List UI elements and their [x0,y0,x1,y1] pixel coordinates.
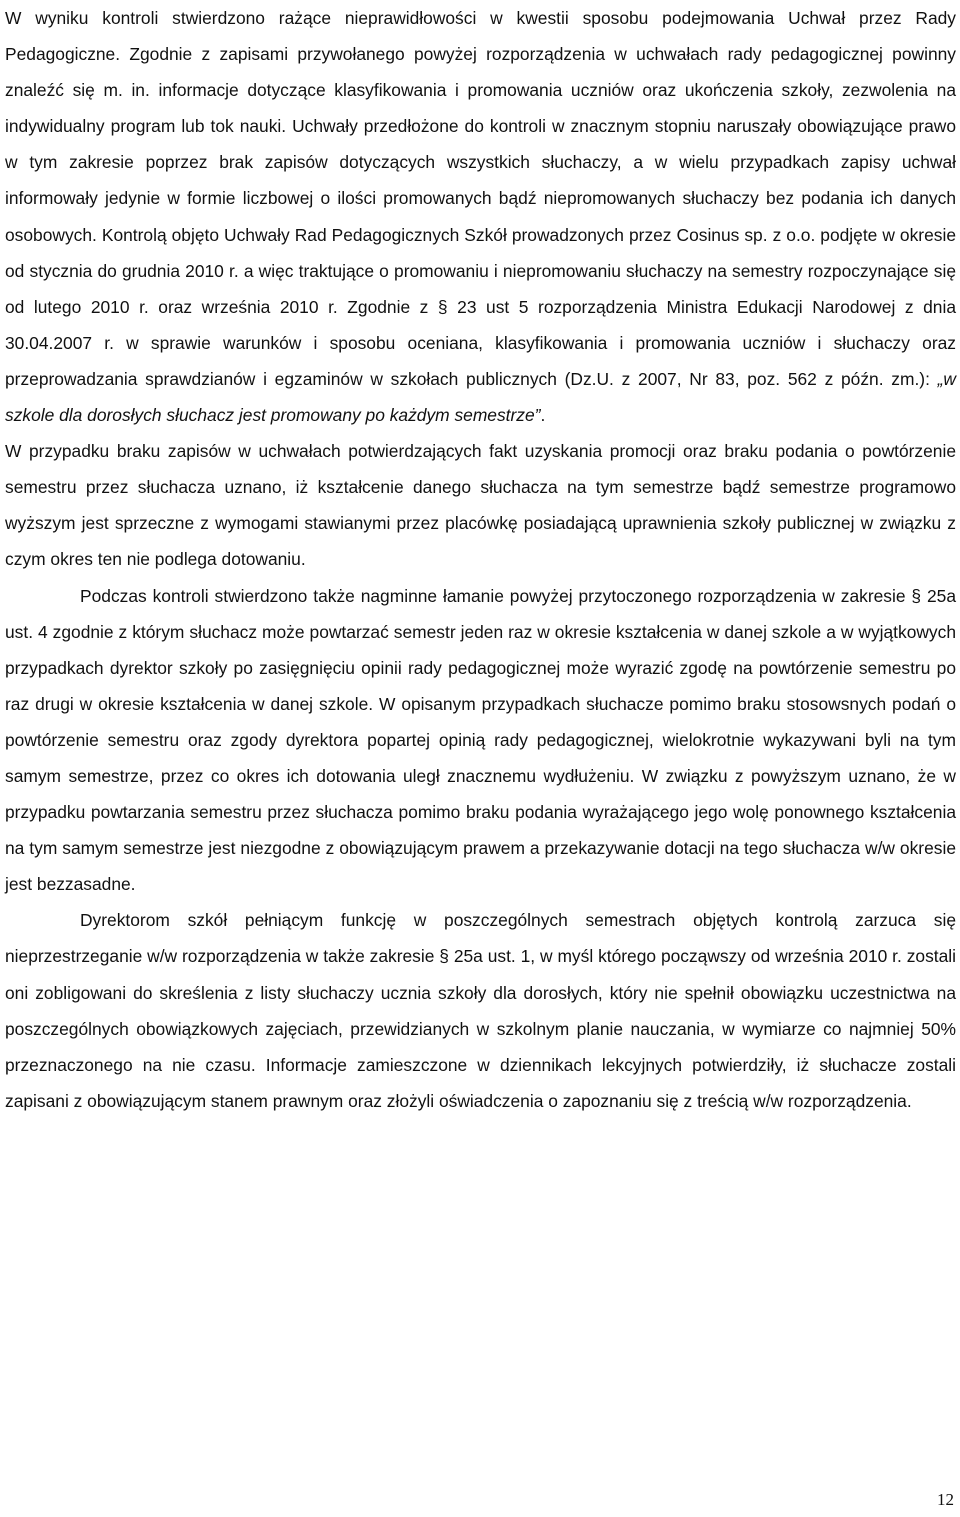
paragraph-1-text: W wyniku kontroli stwierdzono rażące nieprawidłowości w kwestii sposobu podejmowania Uchwał przez Rady Pedagogiczne. Zgodnie z zapisami przywołanego powyżej rozporządzenia w uchwałach rady pedagogicznej powinny znaleźć się m. in. informacje dotyczące klasyfikowania i promowania uczniów oraz ukończenia szkoły, zezwolenia na indywidualny program lub tok nauki. Uchwały przedłożone do kontroli w znacznym stopniu naruszały obowiązujące prawo w tym zakresie poprzez brak zapisów dotyczących wszystkich słuchaczy, a w wielu przypadkach zapisy uchwał informowały jedynie w formie liczbowej o ilości promowanych bądź niepromowanych słuchaczy bez podania ich danych osobowych. Kontrolą objęto Uchwały Rad Pedagogicznych Szkół prowadzonych przez Cosinus sp. z o.o. podjęte w okresie od stycznia do grudnia 2010 r. a więc traktujące o promowaniu i niepromowaniu słuchaczy na semestry rozpoczynające się od lutego 2010 r. oraz września 2010 r. Zgodnie z § 23 ust 5 rozporządzenia Ministra Edukacji Narodowej z dnia 30.04.2007 r. w sprawie warunków i sposobu oceniana, klasyfikowania i promowania uczniów i słuchaczy oraz przeprowadzania sprawdzianów i egzaminów w szkołach publicznych (Dz.U. z 2007, Nr 83, poz. 562 z późn. zm.): [5,8,956,389]
paragraph-2: W przypadku braku zapisów w uchwałach potwierdzających fakt uzyskania promocji oraz braku podania o powtórzenie semestru przez słuchacza uznano, iż kształcenie danego słuchacza na tym semestrze bądź semestrze programowo wyższym jest sprzeczne z wymogami stawianymi przez placówkę posiadającą uprawnienia szkoły publicznej w związku z czym okres ten nie podlega dotowaniu. [5,441,956,570]
paragraph-3: Podczas kontroli stwierdzono także nagminne łamanie powyżej przytoczonego rozporządzenia w zakresie § 25a ust. 4 zgodnie z którym słuchacz może powtarzać semestr jeden raz w okresie kształcenia w danej szkole a w wyjątkowych przypadkach dyrektor szkoły po zasięgnięciu opinii rady pedagogicznej może wyrazić zgodę na powtórzenie semestru po raz drugi w okresie kształcenia w danej szkole. W opisanym przypadkach słuchacze pomimo braku stosowsnych podań o powtórzenie semestru oraz zgody dyrektora popartej opinią rady pedagogicznej, wielokrotnie wykazywani byli na tym samym semestrze, przez co okres ich dotowania uległ znacznemu wydłużeniu. W związku z powyższym uznano, że w przypadku powtarzania semestru przez słuchacza pomimo braku podania wyrażającego jego wolę ponownego kształcenia na tym samym semestrze jest niezgodne z obowiązującym prawem a przekazywanie dotacji na tego słuchacza w/w okresie jest bezzasadne. [5,585,956,895]
paragraph-1-tail: . [540,405,546,426]
document-page [5,0,956,1119]
page-number: 12 [937,1490,954,1509]
paragraph-1 [5,0,956,433]
paragraph-4: Dyrektorom szkół pełniącym funkcję w poszczególnych semestrach objętych kontrolą zarzuca się nieprzestrzeganie w/w rozporządzenia w także zakresie § 25a ust. 1, w myśl którego począwszy od września 2010 r. zostali oni zobligowani do skreślenia z listy słuchaczy ucznia szkoły dla dorosłych, który nie spełnił obowiązku uczestnictwa na poszczególnych obowiązkowych zajęciach, przewidzianych w szkolnym planie nauczania, w wymiarze co najmniej 50% przeznaczonego na nie czasu. Informacje zamieszczone w dziennikach lekcyjnych potwierdziły, iż słuchacze zostali zapisani z obowiązującym stanem prawnym oraz złożyli oświadczenia o zapoznaniu się z treścią w/w rozporządzenia. [5,910,956,1111]
paragraph-1-quote: „w szkole dla dorosłych słuchacz jest promowany po każdym semestrze” [5,368,956,426]
